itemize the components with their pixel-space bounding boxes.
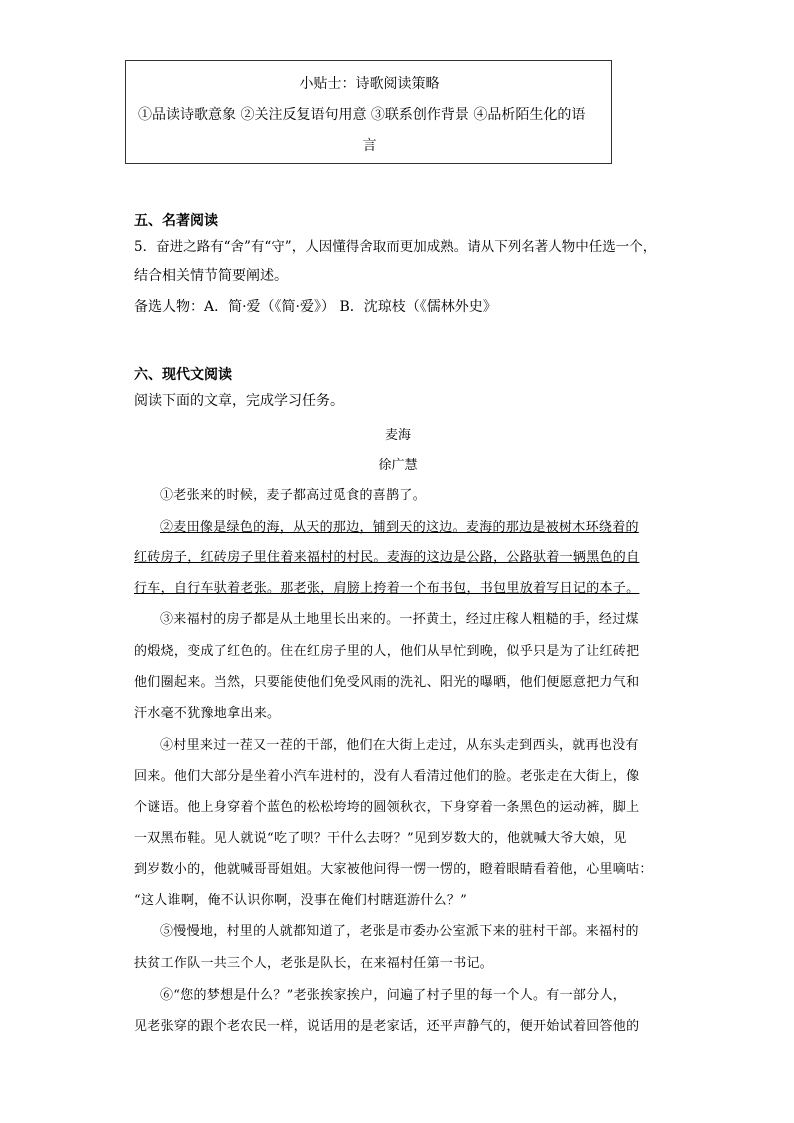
paragraph-line: 见老张穿的跟个老农民一样，说话用的是老家话，还平声静气的，便开始试着回答他的 — [134, 1019, 640, 1034]
section-heading-modern-reading: 六、现代文阅读 — [134, 367, 232, 383]
tip-box — [125, 60, 612, 164]
paragraph-line: 红砖房子，红砖房子里住着来福村的村民。麦海的这边是公路，公路驮着一辆黑色的自 — [134, 550, 640, 565]
question-5-line-1: 5．奋进之路有“舍”有“守”，人因懂得舍取而更加成熟。请从下列名著人物中任选一个， — [134, 239, 657, 255]
paragraph-line: 回来。他们大部分是坐着小汽车进村的，没有人看清过他们的脸。老张走在大街上，像 — [134, 769, 640, 784]
paragraph-line: 个谜语。他上身穿着个蓝色的松松垮垮的圆领秋衣，下身穿着一条黑色的运动裤，脚上 — [134, 800, 640, 815]
tip-strategies: ①品读诗歌意象 ②关注反复语句用意 ③联系创作背景 ④品析陌生化的语 — [138, 107, 586, 123]
article-title: 麦海 — [384, 428, 411, 443]
paragraph-line: “这人谁啊，俺不认识你啊，没事在俺们村瞎逛游什么？” — [134, 893, 468, 908]
paragraph-line: ⑤慢慢地，村里的人就都知道了，老张是市委办公室派下来的驻村干部。来福村的 — [160, 924, 639, 939]
paragraph-line: ③来福村的房子都是从土地里长出来的。一抔黄土，经过庄稼人粗糙的手，经过煤 — [160, 612, 639, 627]
paragraph-line: ②麦田像是绿色的海，从天的那边，铺到天的这边。麦海的那边是被树木环绕着的 — [160, 520, 639, 535]
section-heading-classics: 五、名著阅读 — [134, 213, 218, 229]
paragraph-line: ⑥“您的梦想是什么？”老张挨家挨户，问遍了村子里的每一个人。有一部分人， — [160, 988, 627, 1003]
reading-instructions: 阅读下面的文章，完成学习任务。 — [134, 393, 344, 409]
question-5-options: 备选人物：A．简·爱（《简·爱》） B．沈琼枝（《儒林外史》 — [134, 299, 497, 315]
tip-title: 小贴士：诗歌阅读策略 — [299, 76, 440, 92]
paragraph-line: ①老张来的时候，麦子都高过觅食的喜鹊了。 — [160, 488, 427, 503]
paragraph-line: 一双黑布鞋。见人就说“吃了呗？干什么去呀？”见到岁数大的，他就喊大爷大娘，见 — [134, 831, 627, 846]
paragraph-line: 扶贫工作队一共三个人，老张是队长，在来福村任第一书记。 — [134, 956, 494, 971]
tip-strategies-end: 言 — [362, 138, 377, 154]
paragraph-line: ④村里来过一茬又一茬的干部，他们在大街上走过，从东头走到西头，就再也没有 — [160, 738, 639, 753]
paragraph-line: 行车，自行车驮着老张。那老张，肩膀上挎着一个布书包，书包里放着写日记的本子。 — [134, 581, 640, 596]
paragraph-line: 汗水毫不犹豫地拿出来。 — [134, 706, 281, 721]
paragraph-line: 的煅烧，变成了红色的。住在红房子里的人，他们从早忙到晚，似乎只是为了让红砖把 — [134, 644, 640, 659]
article-author: 徐广慧 — [378, 458, 418, 473]
question-5-line-2: 结合相关情节简要阐述。 — [134, 268, 288, 284]
paragraph-line: 他们圈起来。当然，只要能使他们免受风雨的洗礼、阳光的曝晒，他们便愿意把力气和 — [134, 675, 640, 690]
paragraph-line: 到岁数小的，他就喊哥哥姐姐。大家被他问得一愣一愣的，瞪着眼睛看着他，心里嘀咕： — [134, 862, 653, 877]
